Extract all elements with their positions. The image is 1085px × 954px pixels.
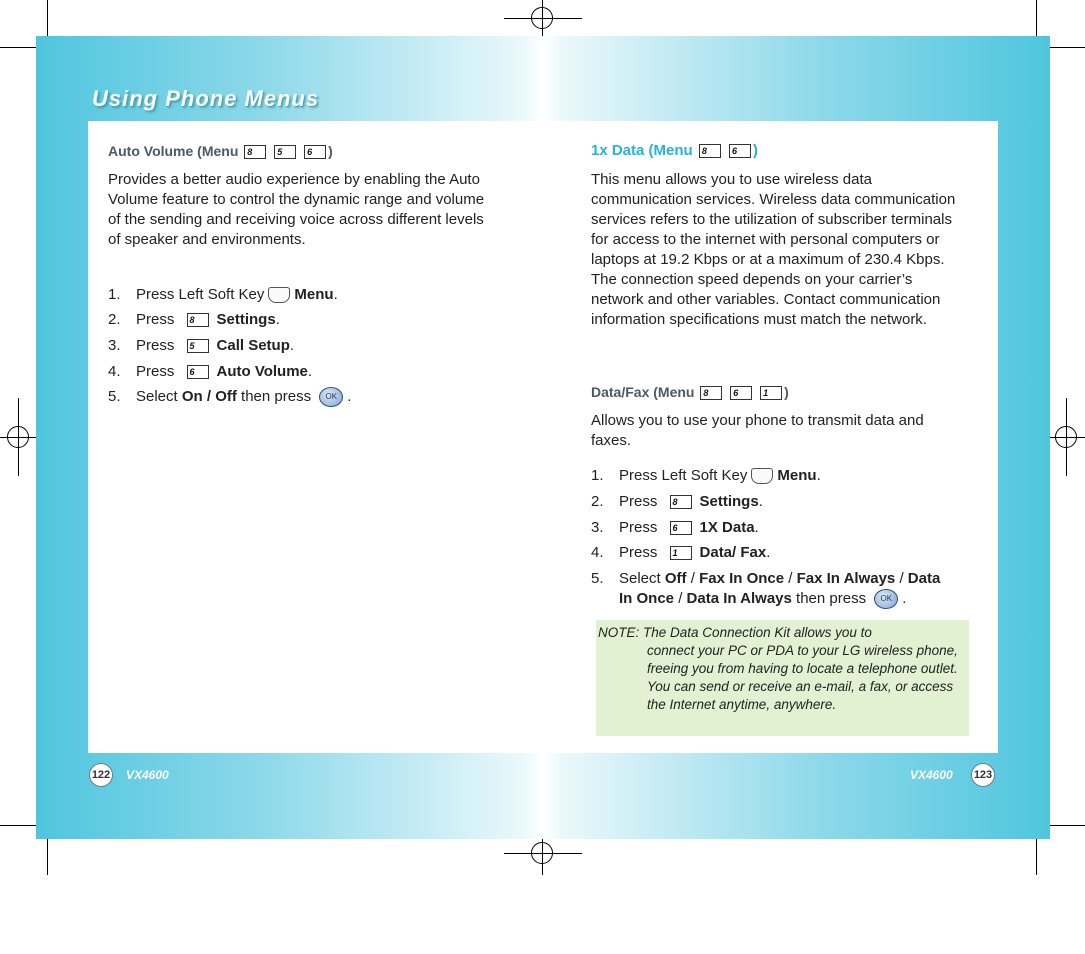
crop-mark [47, 839, 48, 875]
crop-mark [0, 825, 36, 826]
model-label-left: VX4600 [126, 768, 169, 782]
auto-volume-heading: Auto Volume (Menu 8 5 6 ) [108, 143, 333, 159]
registration-circle-bottom [531, 842, 553, 864]
auto-volume-description: Provides a better audio experience by enabling the Auto Volume feature to control the dynamic range and volume of the sending and receiving voice across different levels of speaker and environments. [108, 171, 485, 248]
key-6-icon: 6 [729, 144, 751, 158]
1x-data-heading: 1x Data (Menu 8 6 ) [591, 142, 759, 159]
key-6-icon: 6 [304, 145, 326, 159]
crop-mark [1036, 0, 1037, 36]
crop-mark [0, 47, 36, 48]
left-soft-key-icon [751, 468, 773, 484]
left-step-1: 1. Press Left Soft Key Menu. [108, 286, 338, 303]
crop-mark [1036, 839, 1037, 875]
right-step-5: 5. Select Off / Fax In Once / Fax In Always / Data [591, 570, 941, 587]
key-8-icon: 8 [700, 386, 722, 400]
right-step-4: 4. Press 1 Data/ Fax. [591, 544, 771, 561]
1x-data-description: This menu allows you to use wireless data communication services. Wireless data communication services refers to the utilization of subscriber terminals for access to the internet with personal computers or laptops at 19.2 Kbps or at a maximum of 230.4 Kbps. The connection speed depends on your carrier’s network and other variables. Contact communication information specifications must match the network. [591, 171, 956, 328]
note-first-line: The Data Connection Kit allows you to [643, 625, 872, 640]
left-step-5: 5. Select On / Off then press OK . [108, 387, 351, 407]
crop-mark [47, 0, 48, 36]
registration-circle-right [1055, 426, 1077, 448]
note-body: connect your PC or PDA to your LG wireless phone, freeing you from having to locate a telephone outlet. You can send or receive an e-mail, a fax, or access the Internet anytime, anywhere. [647, 643, 958, 712]
registration-circle-top [531, 7, 553, 29]
key-8-icon: 8 [699, 144, 721, 158]
crop-mark [1049, 825, 1085, 826]
data-fax-heading: Data/Fax (Menu 8 6 1 ) [591, 384, 789, 400]
registration-circle-left [7, 426, 29, 448]
ok-button-icon: OK [874, 589, 898, 609]
key-5-icon: 5 [187, 339, 209, 353]
right-step-3: 3. Press 6 1X Data. [591, 519, 759, 536]
note-label: NOTE: [598, 625, 640, 640]
crop-mark [1049, 47, 1085, 48]
left-soft-key-icon [268, 287, 290, 303]
key-8-icon: 8 [244, 145, 266, 159]
key-1-icon: 1 [670, 546, 692, 560]
key-6-icon: 6 [730, 386, 752, 400]
ok-button-icon: OK [319, 387, 343, 407]
data-fax-description: Allows you to use your phone to transmit data and faxes. [591, 412, 924, 449]
key-8-icon: 8 [187, 313, 209, 327]
key-6-icon: 6 [187, 365, 209, 379]
right-step-1: 1. Press Left Soft Key Menu. [591, 467, 821, 484]
left-step-3: 3. Press 5 Call Setup. [108, 337, 295, 354]
page-number-right: 123 [971, 763, 995, 787]
right-step-2: 2. Press 8 Settings. [591, 493, 763, 510]
key-1-icon: 1 [760, 386, 782, 400]
page-number-left: 122 [89, 763, 113, 787]
key-6-icon: 6 [670, 521, 692, 535]
page-title: Using Phone Menus [92, 86, 320, 111]
note-box [596, 620, 969, 736]
left-step-4: 4. Press 6 Auto Volume. [108, 363, 313, 380]
model-label-right: VX4600 [910, 768, 953, 782]
left-step-2: 2. Press 8 Settings. [108, 311, 280, 328]
key-5-icon: 5 [274, 145, 296, 159]
right-step-5-continued: In Once / Data In Always then press OK . [619, 589, 906, 609]
key-8-icon: 8 [670, 495, 692, 509]
